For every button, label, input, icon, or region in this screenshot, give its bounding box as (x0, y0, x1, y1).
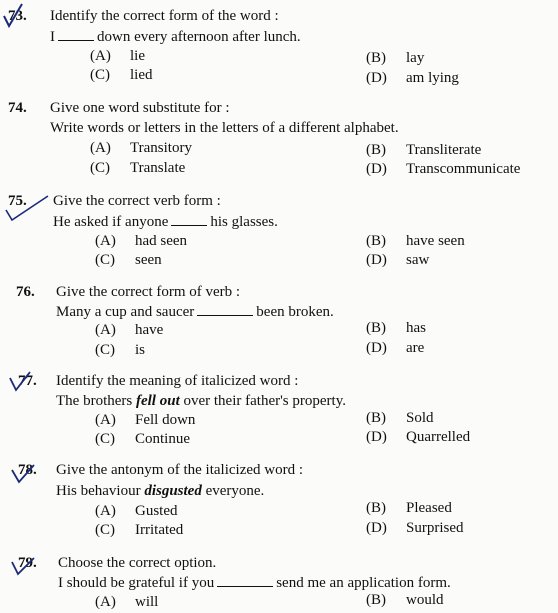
option-a[interactable]: (A) have (95, 322, 164, 338)
question-prompt: Identify the correct form of the word : (50, 8, 279, 24)
question-stem: I should be grateful if you send me an application form. (58, 575, 451, 591)
question-number: 74. (8, 100, 27, 116)
question-stem: He asked if anyone his glasses. (53, 214, 278, 230)
italic-phrase: fell out (135, 393, 180, 409)
option-c[interactable]: (C) is (95, 342, 146, 358)
tick-mark-79 (12, 558, 34, 574)
option-b[interactable]: (B) Transliterate (366, 142, 482, 158)
option-d[interactable]: (D) Transcommunicate (366, 161, 521, 177)
option-a[interactable]: (A) Transitory (90, 140, 192, 156)
question-number: 79. (18, 555, 37, 571)
option-b[interactable]: (B) would (366, 592, 444, 608)
question-number: 76. (16, 284, 35, 300)
question-prompt: Give the antonym of the italicized word : (56, 462, 304, 478)
option-a[interactable]: (A) lie (90, 48, 145, 64)
option-d[interactable]: (D) Quarrelled (366, 429, 471, 445)
option-b[interactable]: (B) has (366, 320, 426, 336)
question-prompt: Identify the meaning of italicized word : (56, 373, 299, 389)
question-stem: Many a cup and saucer been broken. (56, 304, 334, 320)
tick-mark-78 (12, 465, 34, 482)
tick-mark-73 (4, 4, 22, 26)
option-b[interactable]: (B) Pleased (366, 500, 452, 516)
question-number: 78. (18, 462, 37, 478)
option-c[interactable]: (C) seen (95, 252, 162, 268)
question-number: 75. (8, 193, 27, 209)
option-a[interactable]: (A) had seen (95, 233, 188, 249)
question-stem: His behaviour disgusted everyone. (56, 483, 265, 499)
option-c[interactable]: (C) Irritated (95, 522, 184, 538)
question-prompt: Give the correct verb form : (53, 193, 221, 209)
question-stem: The brothers fell out over their father's property. (56, 393, 346, 409)
option-d[interactable]: (D) saw (366, 252, 430, 268)
option-a[interactable]: (A) Gusted (95, 503, 178, 519)
option-b[interactable]: (B) lay (366, 50, 425, 66)
question-stem: Write words or letters in the letters of a different alphabet. (50, 120, 399, 136)
option-d[interactable]: (D) are (366, 340, 425, 356)
question-prompt: Choose the correct option. (58, 555, 217, 571)
question-prompt: Give the correct form of verb : (56, 284, 241, 300)
option-a[interactable]: (A) Fell down (95, 412, 196, 428)
option-d[interactable]: (D) am lying (366, 70, 459, 86)
option-d[interactable]: (D) Surprised (366, 520, 464, 536)
option-b[interactable]: (B) have seen (366, 233, 465, 249)
question-number: 73. (8, 8, 27, 24)
option-a[interactable]: (A) will (95, 594, 159, 610)
question-stem: I down every afternoon after lunch. (50, 29, 301, 45)
option-c[interactable]: (C) Translate (90, 160, 186, 176)
tick-mark-77 (10, 372, 30, 390)
option-c[interactable]: (C) Continue (95, 431, 190, 447)
question-number: 77. (18, 373, 37, 389)
option-b[interactable]: (B) Sold (366, 410, 434, 426)
question-prompt: Give one word substitute for : (50, 100, 230, 116)
option-c[interactable]: (C) lied (90, 67, 153, 83)
tick-mark-75 (6, 196, 48, 220)
italic-word: disgusted (144, 483, 202, 499)
